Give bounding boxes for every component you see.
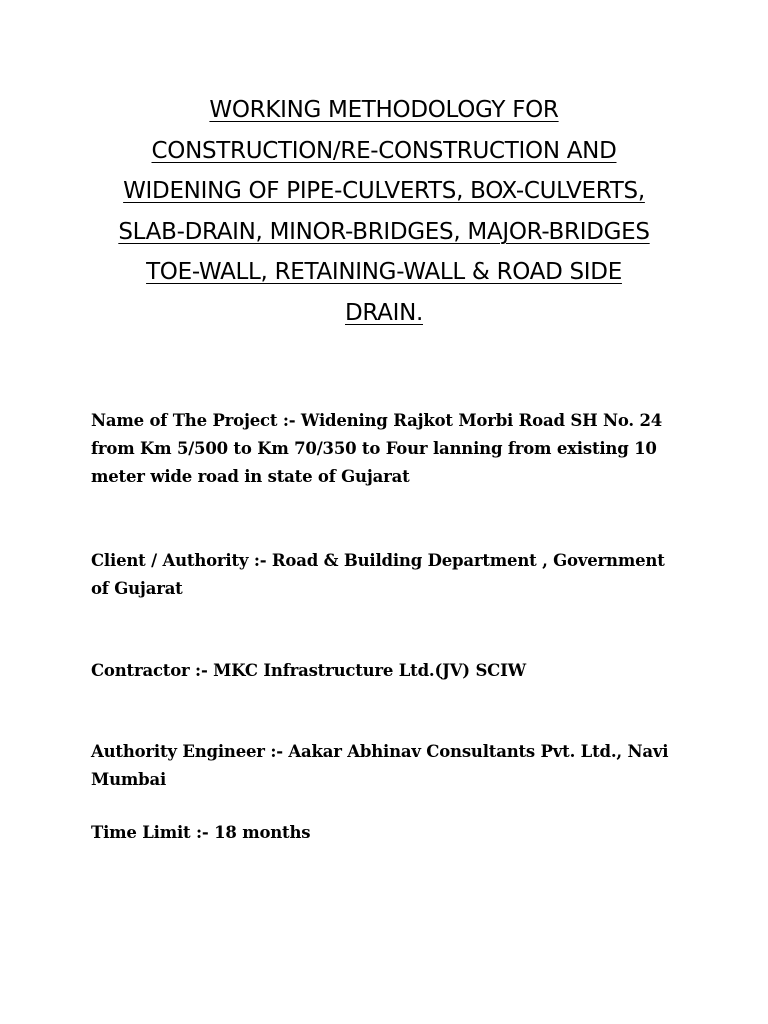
project-name-line: Name of The Project :- Widening Rajkot Morbi Road SH No. 24	[91, 411, 663, 430]
title-line	[100, 252, 668, 293]
title-text: CONSTRUCTION/RE-CONSTRUCTION AND	[151, 137, 617, 164]
document-title	[100, 90, 668, 333]
project-name-field	[91, 407, 691, 491]
authority-engineer-line: Mumbai	[91, 770, 167, 789]
time-limit-field	[91, 819, 691, 847]
title-text: WORKING METHODOLOGY FOR	[209, 97, 559, 123]
client-authority-line: of Gujarat	[91, 579, 183, 598]
contractor-field	[91, 657, 691, 685]
title-text: WIDENING OF PIPE-CULVERTS, BOX-CULVERTS,	[123, 178, 645, 204]
title-line	[100, 293, 668, 334]
title-line	[100, 131, 668, 172]
authority-engineer-line: Authority Engineer :- Aakar Abhinav Consultants Pvt. Ltd., Navi	[91, 742, 669, 761]
title-text: DRAIN.	[345, 299, 423, 326]
authority-engineer-field	[91, 738, 691, 794]
time-limit-line: Time Limit :- 18 months	[91, 823, 311, 842]
title-line	[100, 90, 668, 131]
contractor-line: Contractor :- MKC Infrastructure Ltd.(JV) SCIW	[91, 661, 526, 680]
client-authority-field	[91, 547, 691, 603]
title-line	[100, 171, 668, 212]
project-name-line: meter wide road in state of Gujarat	[91, 467, 410, 486]
title-text: SLAB-DRAIN, MINOR-BRIDGES, MAJOR-BRIDGES	[118, 218, 650, 245]
title-text: TOE-WALL, RETAINING-WALL & ROAD SIDE	[146, 259, 622, 285]
project-name-line: from Km 5/500 to Km 70/350 to Four lanning from existing 10	[91, 439, 657, 458]
client-authority-line: Client / Authority :- Road & Building Department , Government	[91, 551, 665, 570]
title-line	[100, 212, 668, 253]
